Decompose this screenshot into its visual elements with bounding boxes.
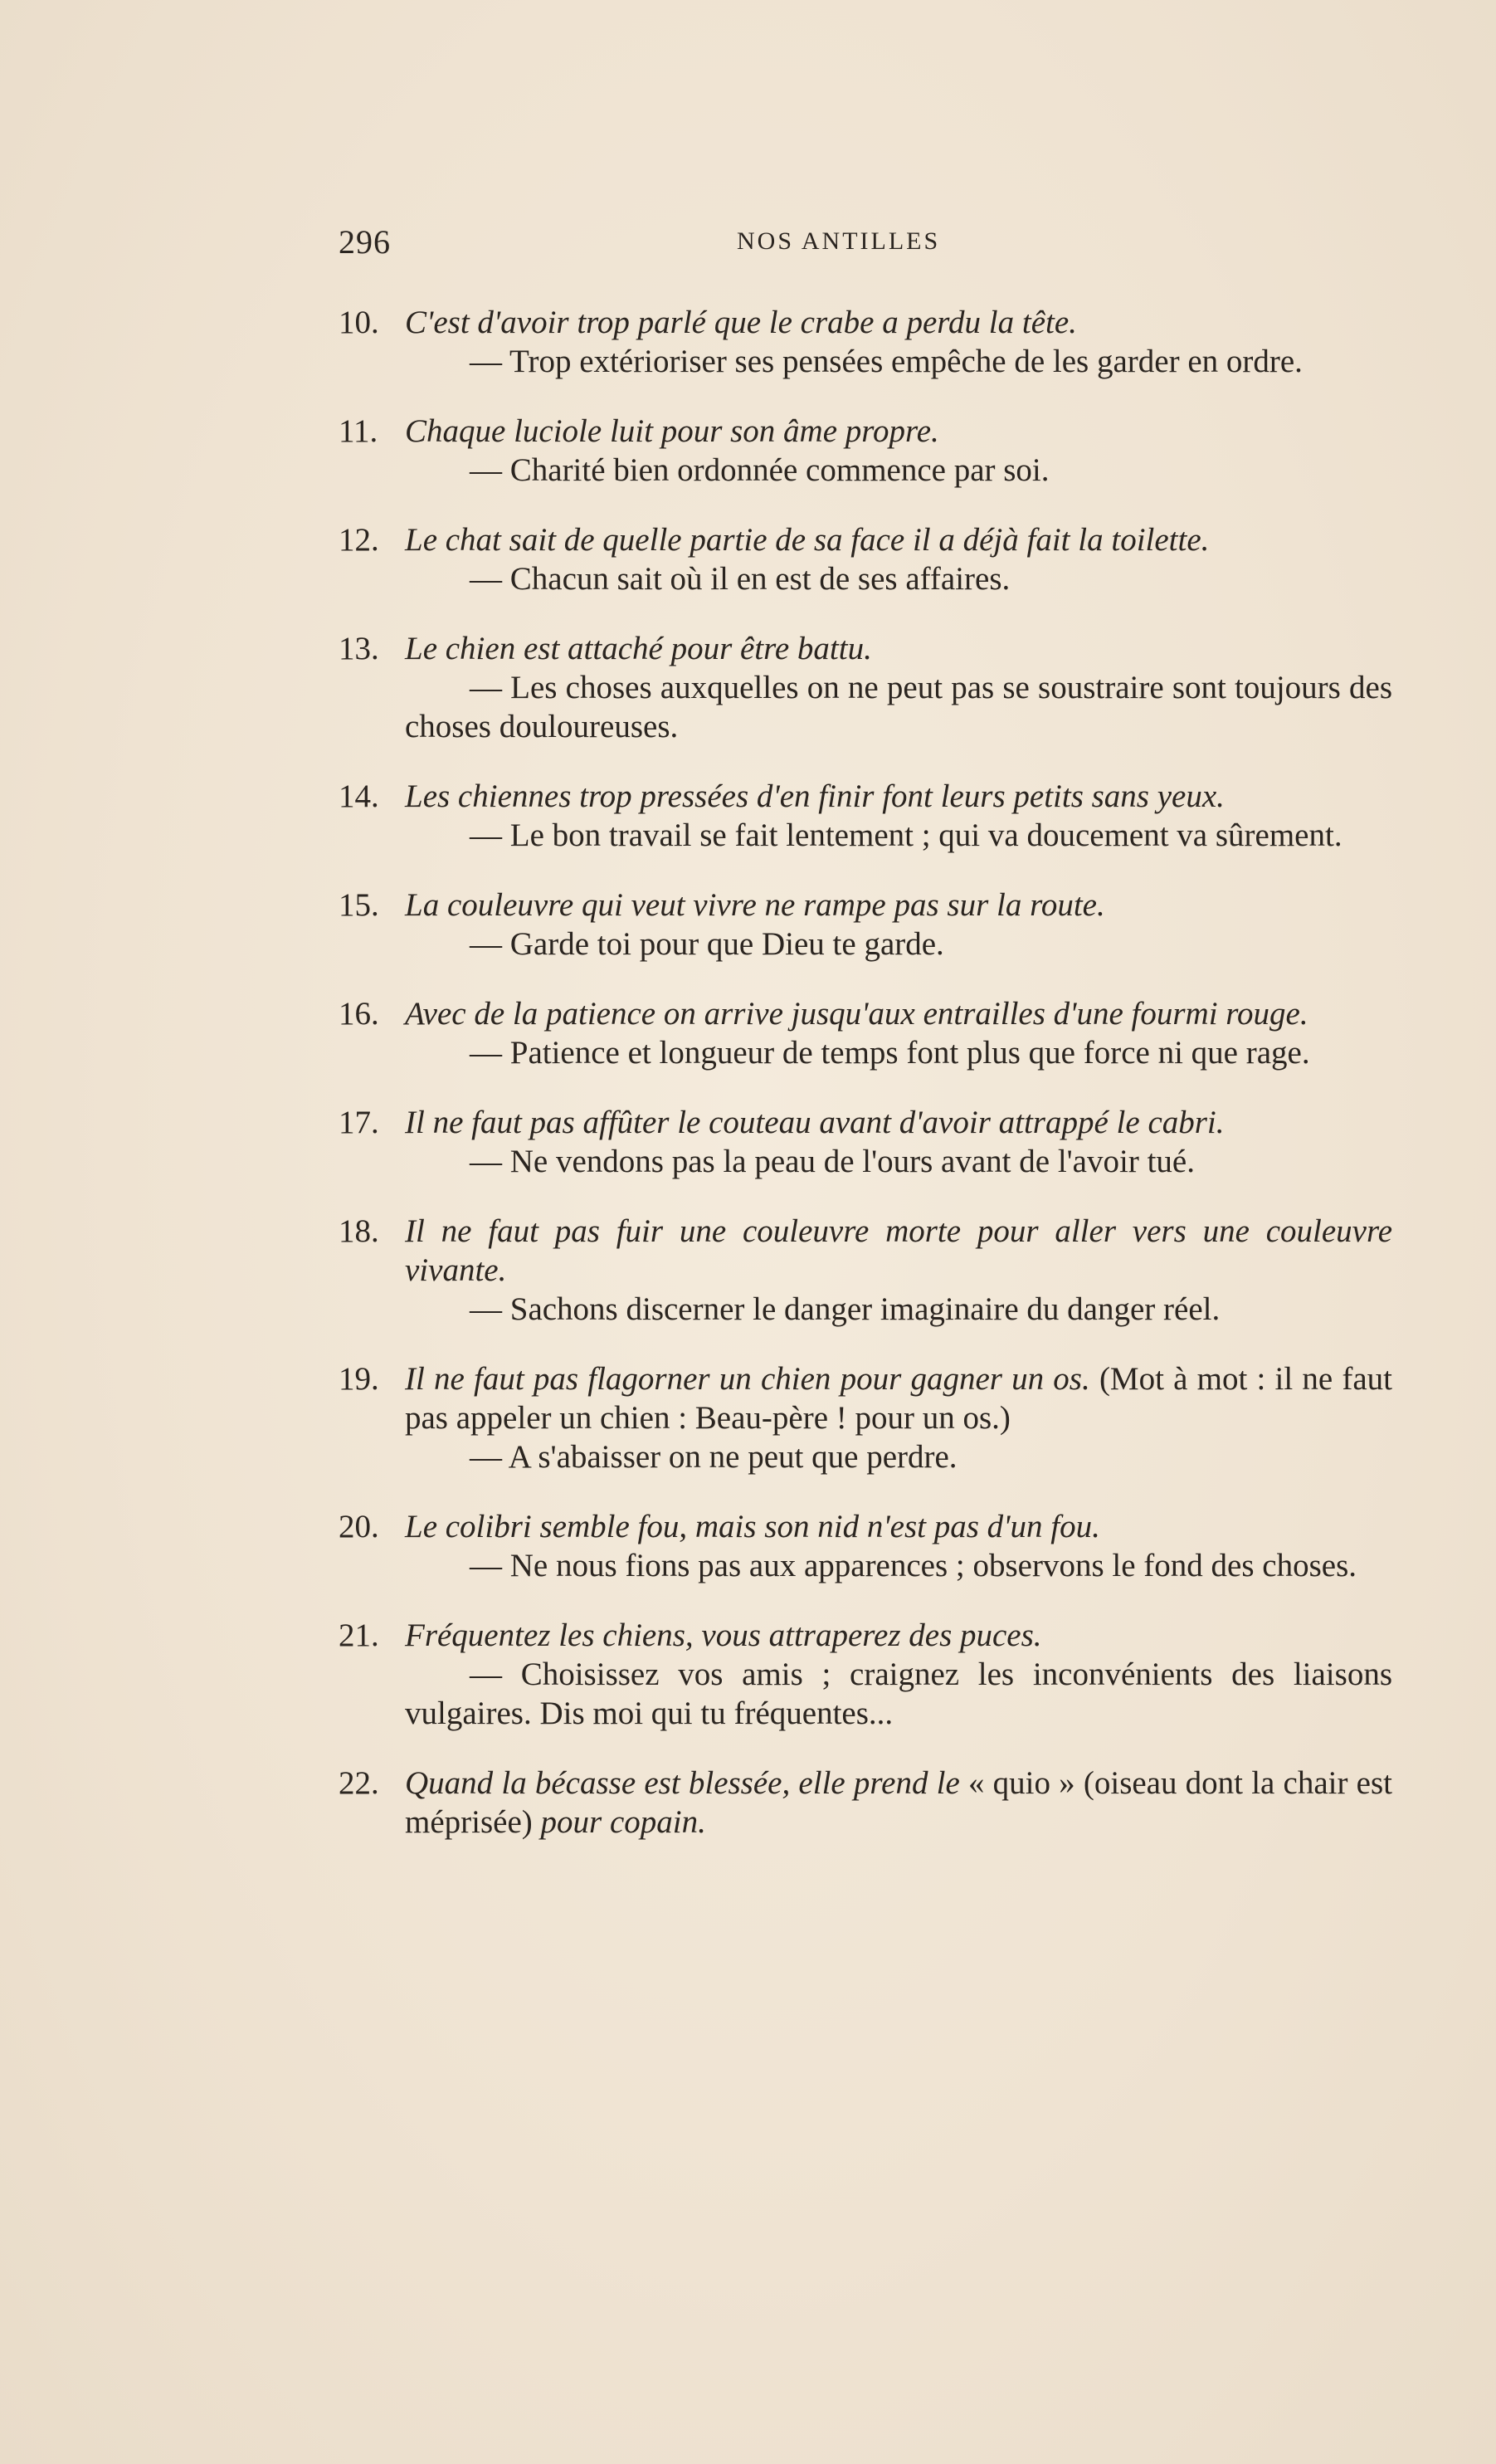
proverb-italic-end: pour copain. [532,1804,706,1840]
entry-number: 19. [339,1361,379,1397]
proverb-text: Avec de la patience on arrive jusqu'aux entrailles d'une fourmi rouge. [405,996,1308,1032]
proverb-meaning: — Garde toi pour que Dieu te garde. [470,926,944,962]
literal-note: (Mot à mot : il ne faut pas appeler un chien : Beau-père ! pour un os.) [405,1361,1392,1436]
proverb-text: C'est d'avoir trop parlé que le crabe a perdu la tête. [405,305,1077,340]
entry-number: 21. [339,1617,379,1653]
page-number: 296 [339,223,391,261]
proverb-italic: Il ne faut pas flagorner un chien pour gagner un os. [405,1361,1090,1397]
proverb-text: Le chien est attaché pour être battu. [405,631,872,666]
entry-number: 10. [339,305,379,340]
proverb-entry-21 [339,1616,1392,1733]
entry-number: 16. [339,996,379,1032]
entry-number: 20. [339,1509,379,1544]
page-header [339,222,1401,264]
proverb-entry-13 [339,629,1392,746]
entry-number: 11. [339,413,378,449]
proverb-meaning: — Le bon travail se fait lentement ; qui va doucement va sûrement. [470,817,1343,853]
proverb-meaning: — Trop extérioriser ses pensées empêche de les garder en ordre. [470,344,1303,379]
proverb-entry-12 [339,520,1392,598]
proverb-entry-14 [339,777,1392,855]
proverb-meaning: — Choisissez vos amis ; craignez les inconvénients des liaisons vulgaires. Dis moi qui tu fréquentes... [405,1656,1392,1731]
proverb-entry-16 [339,994,1392,1072]
proverb-text [405,1359,1392,1437]
proverb-text: Les chiennes trop pressées d'en finir font leurs petits sans yeux. [405,778,1225,814]
proverb-meaning: — A s'abaisser on ne peut que perdre. [470,1439,958,1475]
proverb-text: Chaque luciole luit pour son âme propre. [405,413,939,449]
proverb-meaning: — Chacun sait où il en est de ses affaires. [470,561,1011,597]
entry-number: 18. [339,1213,379,1249]
proverb-meaning: — Charité bien ordonnée commence par soi. [470,452,1050,488]
entry-number: 15. [339,887,379,923]
proverb-entry-15 [339,886,1392,964]
proverb-text: Il ne faut pas fuir une couleuvre morte pour aller vers une couleuvre vivante. [405,1213,1392,1288]
proverb-italic-start: Quand la bécasse est blessée, elle prend le [405,1765,968,1801]
proverb-entry-20 [339,1507,1392,1585]
proverb-text: La couleuvre qui veut vivre ne rampe pas sur la route. [405,887,1105,923]
proverb-meaning: — Ne nous fions pas aux apparences ; observons le fond des choses. [470,1548,1357,1583]
proverb-meaning: — Sachons discerner le danger imaginaire du danger réel. [470,1291,1221,1327]
entry-number: 12. [339,522,379,558]
proverb-entry-18 [339,1212,1392,1329]
proverb-meaning: — Les choses auxquelles on ne peut pas se soustraire sont toujours des choses douloureuses. [405,670,1392,744]
proverb-text: Fréquentez les chiens, vous attraperez des puces. [405,1617,1042,1653]
entry-number: 17. [339,1105,379,1140]
entry-number: 13. [339,631,379,666]
proverb-entry-10 [339,303,1392,381]
proverb-entry-11 [339,412,1392,490]
literal-note: « quio » (oiseau dont la chair est méprisée) [405,1765,1392,1840]
proverb-text [405,1764,1392,1842]
running-title: NOS ANTILLES [737,227,941,255]
entry-number: 14. [339,778,379,814]
entry-number: 22. [339,1765,379,1801]
proverb-text: Il ne faut pas affûter le couteau avant d'avoir attrappé le cabri. [405,1105,1225,1140]
proverb-text: Le colibri semble fou, mais son nid n'est pas d'un fou. [405,1509,1100,1544]
proverb-list [339,303,1392,1872]
proverb-text: Le chat sait de quelle partie de sa face il a déjà fait la toilette. [405,522,1210,558]
proverb-entry-22 [339,1764,1392,1842]
proverb-meaning: — Patience et longueur de temps font plus que force ni que rage. [470,1035,1310,1071]
proverb-entry-17 [339,1103,1392,1181]
proverb-meaning: — Ne vendons pas la peau de l'ours avant de l'avoir tué. [470,1144,1195,1179]
proverb-entry-19 [339,1359,1392,1476]
